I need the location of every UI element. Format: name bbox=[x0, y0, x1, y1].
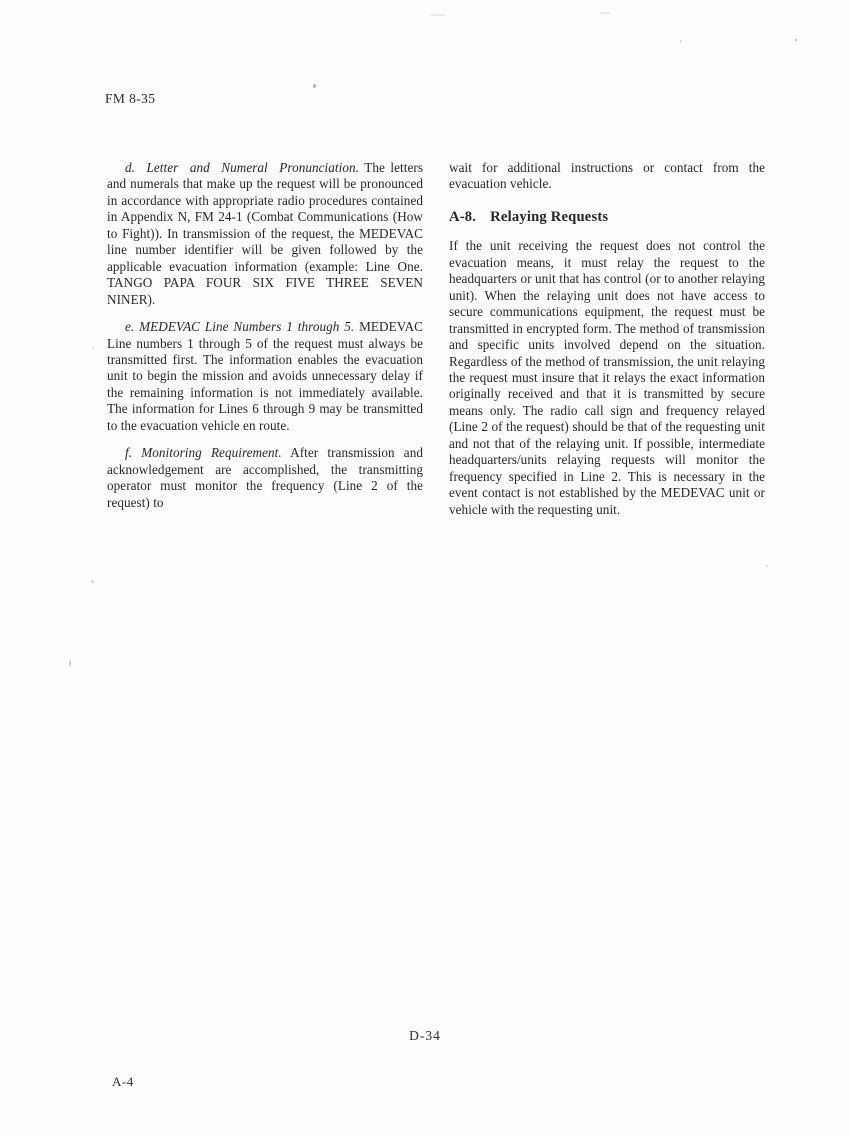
section-title: Relaying Requests bbox=[490, 208, 609, 225]
paragraph-e-lead: e. MEDEVAC Line Numbers 1 through 5. bbox=[125, 319, 355, 335]
right-column bbox=[449, 160, 765, 529]
paragraph-d-body: The letters and numerals that make up the request will be pronounced in accordance with appropriate radio procedures contained in Appendix N, FM 24-1 (Combat Communications (How to Fight)). In transmission of the request, the MEDEVAC line number identifier will be given followed by the applicable evacuation information (example: Line One. TANGO PAPA FOUR SIX FIVE THREE SEVEN NINER). bbox=[107, 160, 424, 307]
section-heading-a8 bbox=[449, 209, 765, 225]
section-a8-body: If the unit receiving the request does not control the evacuation means, it must relay the request to the headquarters or unit that has control (or to another relaying unit). When the relaying unit does not have access to secure communications equipment, the request must be transmitted in encrypted form. The method of transmission and specific units involved depend on the situation. Regardless of the method of transmission, the unit relaying the request must insure that it relays the exact information originally received and that it is transmitted by secure means only. The radio call sign and frequency relayed (Line 2 of the request) should be that of the requesting unit and not that of the relaying unit. If possible, intermediate headquarters/units relaying requests will monitor the frequency specified in Line 2. This is necessary in the event contact is not established by the MEDEVAC unit or vehicle with the requesting unit. bbox=[449, 238, 765, 517]
section-number: A-8. bbox=[449, 208, 477, 225]
paragraph-f-body: After transmission and acknowledgement are accomplished, the transmitting operator must monitor the frequency (Line 2 of the request) to bbox=[107, 445, 423, 510]
paragraph-d bbox=[107, 160, 423, 308]
paragraph-d-lead: d. Letter and Numeral Pronunciation. bbox=[125, 160, 359, 175]
text-columns bbox=[107, 160, 765, 529]
page-number-bottom-left: A-4 bbox=[112, 1074, 134, 1089]
paragraph-f-lead: f. Monitoring Requirement. bbox=[125, 445, 282, 461]
paragraph-e-body: MEDEVAC Line numbers 1 through 5 of the request must always be transmitted first. The information enables the evacuation unit to begin the mission and avoids unnecessary delay if the remaining information is not immediately available. The information for Lines 6 through 9 may be transmitted to the evacuation vehicle en route. bbox=[107, 319, 423, 433]
paragraph-e bbox=[107, 319, 423, 434]
page-number-center: D-34 bbox=[409, 1028, 441, 1043]
left-column bbox=[107, 160, 423, 529]
paragraph-f-continuation: wait for additional instructions or contact from the evacuation vehicle. bbox=[449, 160, 765, 192]
page-header-manual-id: FM 8-35 bbox=[105, 91, 156, 106]
paragraph-f bbox=[107, 445, 423, 511]
